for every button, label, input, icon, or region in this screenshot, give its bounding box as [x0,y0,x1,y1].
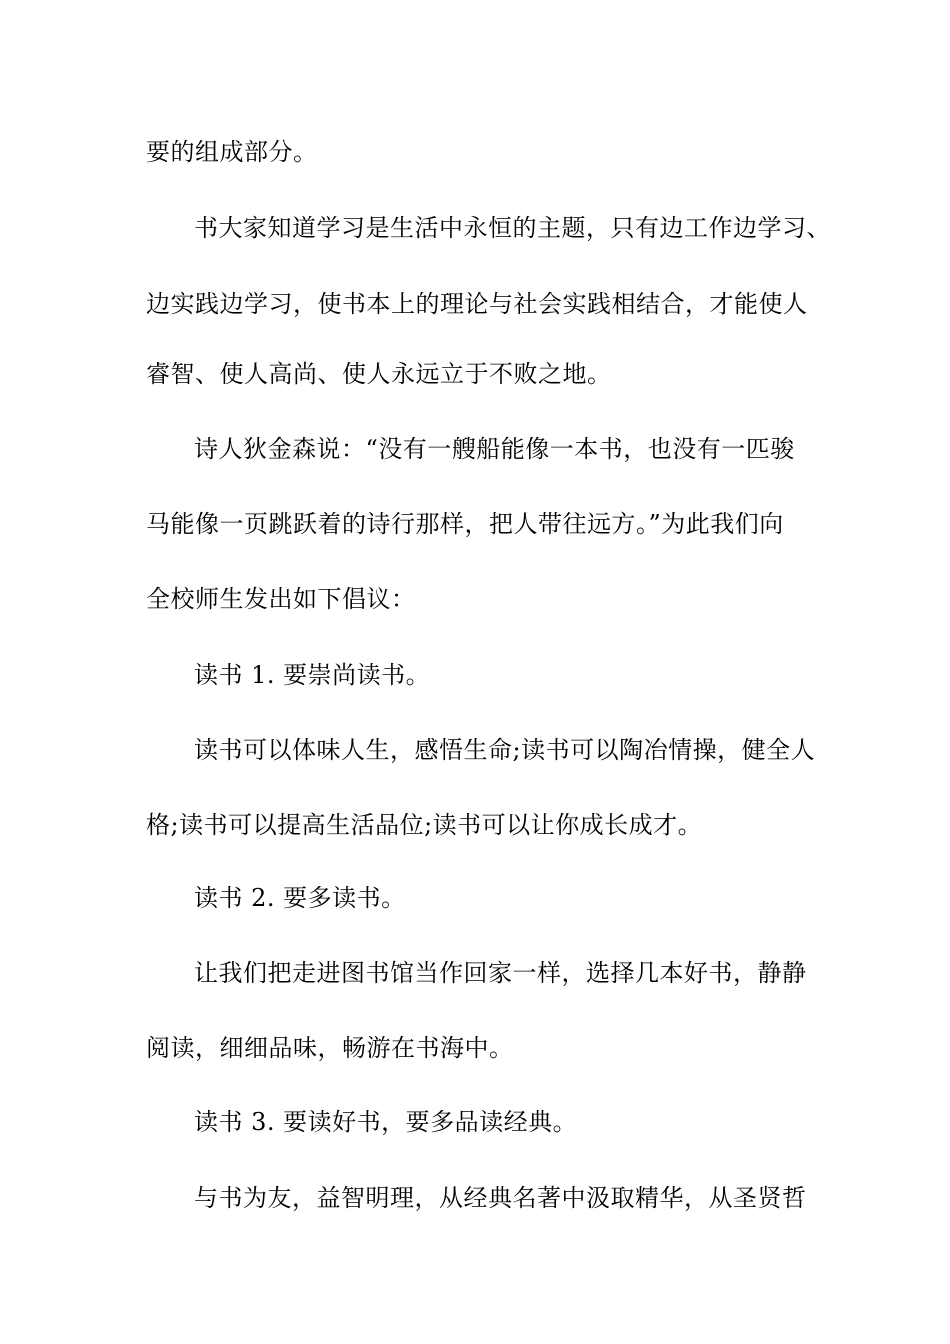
paragraph-line: 格;读书可以提高生活品位;读书可以让你成长成才。 [146,811,703,839]
paragraph-line: 边实践边学习，使书本上的理论与社会实践相结合，才能使人 [146,290,808,318]
paragraph-line: 要的组成部分。 [146,138,318,166]
paragraph-line: 马能像一页跳跃着的诗行那样，把人带往远方。”为此我们向 [146,510,784,538]
paragraph-line: 书大家知道学习是生活中永恒的主题，只有边工作边学习、 [194,214,831,242]
paragraph-line: 诗人狄金森说：“没有一艘船能像一本书，也没有一匹骏 [194,435,795,463]
paragraph-line: 全校师生发出如下倡议： [146,585,416,613]
section-heading: 读书 1. 要崇尚读书。 [194,661,431,689]
paragraph-line: 阅读，细细品味，畅游在书海中。 [146,1034,514,1062]
paragraph-line: 与书为友，益智明理，从经典名著中汲取精华，从圣贤哲 [194,1184,807,1212]
section-heading: 读书 3. 要读好书，要多品读经典。 [194,1108,578,1136]
paragraph-line: 让我们把走进图书馆当作回家一样，选择几本好书，静静 [194,959,807,987]
paragraph-line: 睿智、使人高尚、使人永远立于不败之地。 [146,360,612,388]
paragraph-line: 读书可以体味人生，感悟生命;读书可以陶冶情操，健全人 [194,736,816,764]
section-heading: 读书 2. 要多读书。 [194,884,406,912]
